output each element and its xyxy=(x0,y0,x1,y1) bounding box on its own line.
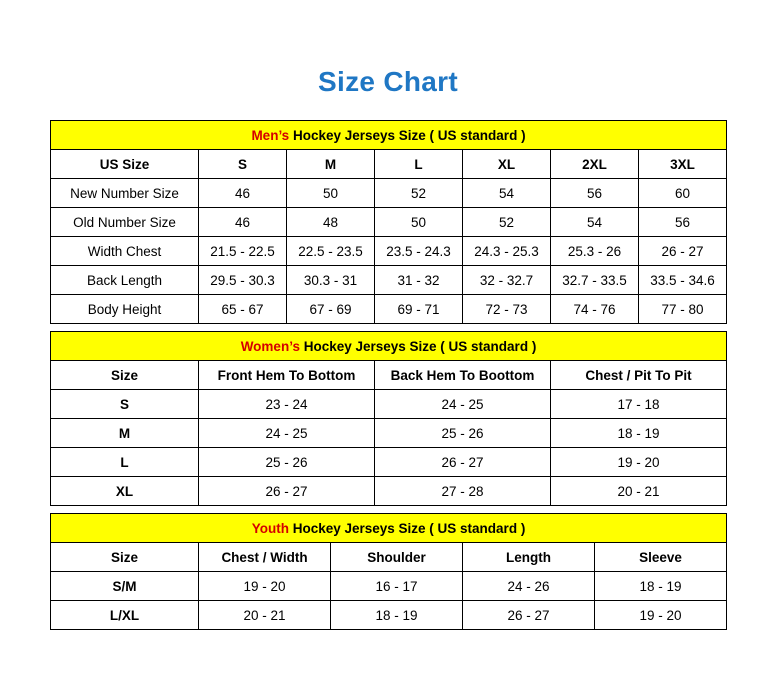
size-tables-container xyxy=(50,98,726,630)
womens-row-2-val-2: 19 - 20 xyxy=(551,448,727,477)
mens-row-1-val-1: 48 xyxy=(287,208,375,237)
womens-row-2-val-0: 25 - 26 xyxy=(199,448,375,477)
mens-col-3: L xyxy=(375,150,463,179)
mens-row-4-val-1: 67 - 69 xyxy=(287,295,375,324)
mens-col-4: XL xyxy=(463,150,551,179)
table-row xyxy=(51,601,727,630)
mens-row-0-label: New Number Size xyxy=(51,179,199,208)
mens-row-1-val-2: 50 xyxy=(375,208,463,237)
womens-row-2-label: L xyxy=(51,448,199,477)
mens-row-3-val-0: 29.5 - 30.3 xyxy=(199,266,287,295)
womens-row-1-val-0: 24 - 25 xyxy=(199,419,375,448)
mens-row-4-val-0: 65 - 67 xyxy=(199,295,287,324)
womens-col-0: Size xyxy=(51,361,199,390)
table-row xyxy=(51,477,727,506)
table-header-row xyxy=(51,150,727,179)
womens-row-0-label: S xyxy=(51,390,199,419)
page-title: Size Chart xyxy=(318,66,458,97)
womens-size-table xyxy=(50,331,727,506)
mens-row-1-label: Old Number Size xyxy=(51,208,199,237)
womens-row-1-label: M xyxy=(51,419,199,448)
womens-row-0-val-0: 23 - 24 xyxy=(199,390,375,419)
table-gap xyxy=(50,324,726,331)
womens-row-3-label: XL xyxy=(51,477,199,506)
mens-row-1-val-3: 52 xyxy=(463,208,551,237)
womens-row-3-val-1: 27 - 28 xyxy=(375,477,551,506)
table-row xyxy=(51,266,727,295)
mens-section-accent: Men’s xyxy=(251,127,290,143)
youth-col-3: Length xyxy=(463,543,595,572)
youth-col-4: Sleeve xyxy=(595,543,727,572)
mens-row-2-val-2: 23.5 - 24.3 xyxy=(375,237,463,266)
youth-col-2: Shoulder xyxy=(331,543,463,572)
mens-row-3-val-2: 31 - 32 xyxy=(375,266,463,295)
youth-row-0-val-2: 24 - 26 xyxy=(463,572,595,601)
mens-row-4-val-4: 74 - 76 xyxy=(551,295,639,324)
mens-row-0-val-4: 56 xyxy=(551,179,639,208)
womens-row-2-val-1: 26 - 27 xyxy=(375,448,551,477)
table-gap xyxy=(50,506,726,513)
womens-row-0-val-2: 17 - 18 xyxy=(551,390,727,419)
youth-row-1-val-0: 20 - 21 xyxy=(199,601,331,630)
table-row xyxy=(51,237,727,266)
mens-row-2-val-0: 21.5 - 22.5 xyxy=(199,237,287,266)
womens-row-3-val-2: 20 - 21 xyxy=(551,477,727,506)
womens-section-rest: Hockey Jerseys Size ( US standard ) xyxy=(299,338,537,354)
table-row xyxy=(51,208,727,237)
womens-col-3: Chest / Pit To Pit xyxy=(551,361,727,390)
mens-row-2-val-3: 24.3 - 25.3 xyxy=(463,237,551,266)
mens-row-2-val-4: 25.3 - 26 xyxy=(551,237,639,266)
mens-row-4-label: Body Height xyxy=(51,295,199,324)
mens-row-0-val-3: 54 xyxy=(463,179,551,208)
table-section-header-row xyxy=(51,332,727,361)
womens-row-1-val-1: 25 - 26 xyxy=(375,419,551,448)
mens-row-0-val-1: 50 xyxy=(287,179,375,208)
youth-size-table xyxy=(50,513,727,630)
mens-row-3-val-3: 32 - 32.7 xyxy=(463,266,551,295)
youth-section-header xyxy=(51,514,727,543)
mens-col-2: M xyxy=(287,150,375,179)
mens-row-0-val-5: 60 xyxy=(639,179,727,208)
table-row xyxy=(51,179,727,208)
youth-row-0-val-0: 19 - 20 xyxy=(199,572,331,601)
table-row xyxy=(51,295,727,324)
womens-row-0-val-1: 24 - 25 xyxy=(375,390,551,419)
womens-col-1: Front Hem To Bottom xyxy=(199,361,375,390)
youth-row-1-val-3: 19 - 20 xyxy=(595,601,727,630)
youth-row-0-val-1: 16 - 17 xyxy=(331,572,463,601)
table-section-header-row xyxy=(51,514,727,543)
youth-section-accent: Youth xyxy=(251,520,289,536)
mens-row-1-val-4: 54 xyxy=(551,208,639,237)
youth-section-rest: Hockey Jerseys Size ( US standard ) xyxy=(288,520,526,536)
mens-row-2-label: Width Chest xyxy=(51,237,199,266)
womens-section-accent: Women’s xyxy=(240,338,300,354)
mens-row-4-val-5: 77 - 80 xyxy=(639,295,727,324)
table-header-row xyxy=(51,361,727,390)
mens-size-table xyxy=(50,120,727,324)
mens-row-2-val-1: 22.5 - 23.5 xyxy=(287,237,375,266)
mens-row-1-val-5: 56 xyxy=(639,208,727,237)
youth-col-0: Size xyxy=(51,543,199,572)
womens-col-2: Back Hem To Boottom xyxy=(375,361,551,390)
table-row xyxy=(51,390,727,419)
womens-row-3-val-0: 26 - 27 xyxy=(199,477,375,506)
mens-col-6: 3XL xyxy=(639,150,727,179)
table-header-row xyxy=(51,543,727,572)
mens-row-3-val-4: 32.7 - 33.5 xyxy=(551,266,639,295)
mens-row-0-val-0: 46 xyxy=(199,179,287,208)
youth-row-0-label: S/M xyxy=(51,572,199,601)
womens-row-1-val-2: 18 - 19 xyxy=(551,419,727,448)
mens-row-2-val-5: 26 - 27 xyxy=(639,237,727,266)
mens-row-4-val-2: 69 - 71 xyxy=(375,295,463,324)
mens-row-0-val-2: 52 xyxy=(375,179,463,208)
mens-col-1: S xyxy=(199,150,287,179)
womens-section-header xyxy=(51,332,727,361)
mens-row-4-val-3: 72 - 73 xyxy=(463,295,551,324)
youth-row-1-val-2: 26 - 27 xyxy=(463,601,595,630)
table-row xyxy=(51,448,727,477)
table-row xyxy=(51,572,727,601)
youth-row-0-val-3: 18 - 19 xyxy=(595,572,727,601)
mens-row-3-val-5: 33.5 - 34.6 xyxy=(639,266,727,295)
youth-row-1-label: L/XL xyxy=(51,601,199,630)
table-section-header-row xyxy=(51,121,727,150)
mens-row-3-val-1: 30.3 - 31 xyxy=(287,266,375,295)
mens-col-0: US Size xyxy=(51,150,199,179)
youth-col-1: Chest / Width xyxy=(199,543,331,572)
mens-row-3-label: Back Length xyxy=(51,266,199,295)
mens-col-5: 2XL xyxy=(551,150,639,179)
youth-row-1-val-1: 18 - 19 xyxy=(331,601,463,630)
table-row xyxy=(51,419,727,448)
mens-section-header xyxy=(51,121,727,150)
mens-section-rest: Hockey Jerseys Size ( US standard ) xyxy=(289,127,526,143)
mens-row-1-val-0: 46 xyxy=(199,208,287,237)
